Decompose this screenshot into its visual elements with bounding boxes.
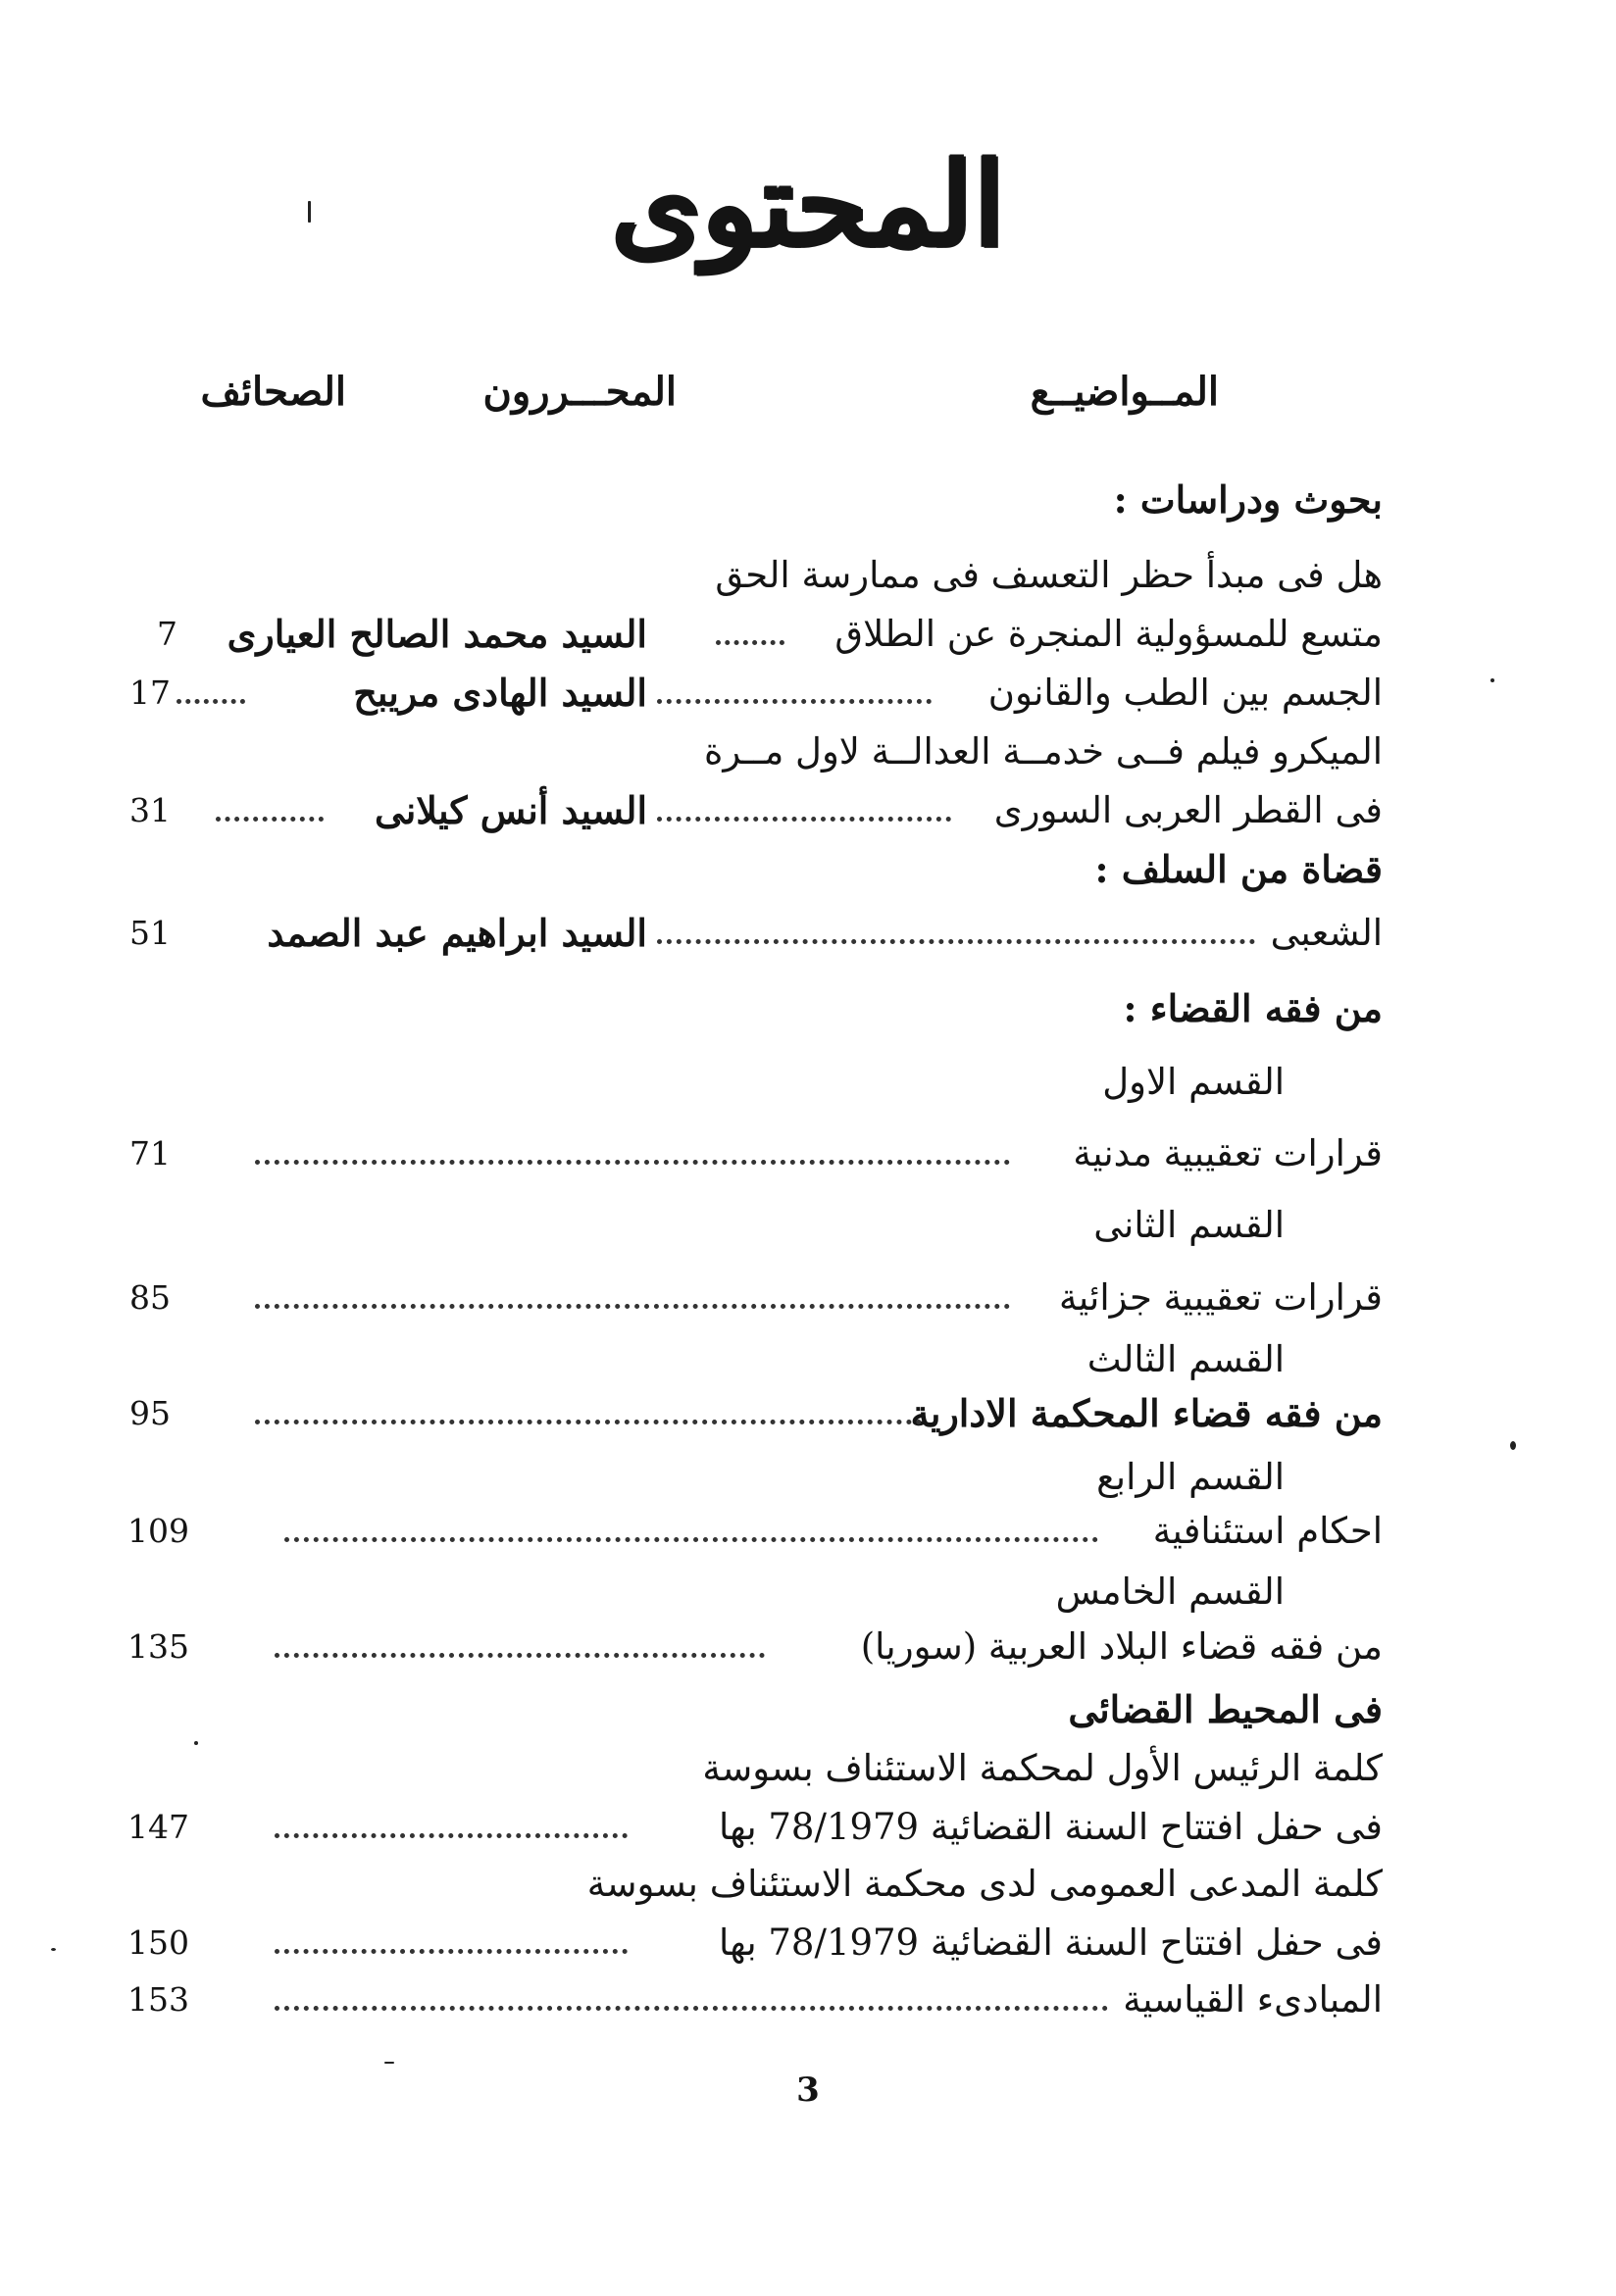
page-folio-number: 3 (796, 2071, 820, 2110)
entry-text: من فقه قضاء المحكمة الادارية (910, 1391, 1383, 1435)
dot-leader (216, 817, 324, 822)
dot-leader (716, 640, 784, 645)
entry-text: كلمة الرئيس الأول لمحكمة الاستئناف بسوسة (702, 1747, 1383, 1789)
scan-speck (1490, 678, 1494, 682)
dot-leader (657, 817, 951, 822)
dot-leader (255, 1304, 1010, 1309)
dot-leader (255, 1160, 1010, 1165)
toc-entry (118, 603, 1383, 666)
entry-text: من فقه القضاء : (1123, 986, 1383, 1030)
column-header-editors: المحـــررون (482, 369, 677, 415)
entry-page-number: 51 (129, 914, 171, 952)
toc-entry (118, 1123, 1383, 1185)
entry-author: السيد ابراهيم عبد الصمد (267, 911, 647, 955)
scan-speck (1510, 1441, 1516, 1450)
entry-page-number: 85 (129, 1278, 171, 1317)
entry-text: القسم الخامس (1055, 1571, 1285, 1613)
toc-entry (118, 1382, 1383, 1445)
toc-subsection (118, 1561, 1383, 1623)
entry-text: الميكرو فيلم فــى خدمــة العدالــة لاول مــرة (704, 730, 1383, 773)
section-heading-research (118, 469, 1383, 531)
entry-text: القسم الاول (1102, 1061, 1285, 1103)
scan-speck (308, 201, 311, 223)
entry-page-number: 153 (127, 1980, 189, 2019)
toc-subsection (118, 1194, 1383, 1257)
scan-speck (194, 1741, 198, 1745)
entry-text: القسم الرابع (1096, 1456, 1285, 1498)
entry-text: كلمة المدعى العمومى لدى محكمة الاستئناف بسوسة (586, 1863, 1383, 1905)
entry-author: السيد الهادى مريبح (353, 671, 647, 715)
entry-text: فى حفل افتتاح السنة القضائية 78/1979 بها (719, 1922, 1383, 1964)
entry-author: السيد محمد الصالح العيارى (227, 612, 647, 656)
entry-page-number: 7 (157, 615, 177, 653)
column-header-pages: الصحائف (200, 369, 346, 415)
column-header-topics: المــواضيــع (1030, 369, 1219, 415)
entry-page-number: 95 (129, 1394, 171, 1432)
toc-entry (118, 1853, 1383, 1916)
dot-leader (657, 699, 932, 704)
toc-entry (118, 662, 1383, 724)
toc-entry (118, 721, 1383, 783)
dot-leader (284, 1537, 1098, 1542)
entry-page-number: 31 (129, 791, 171, 829)
toc-subsection (118, 1051, 1383, 1114)
entry-page-number: 150 (127, 1923, 189, 1962)
entry-text: من فقه قضاء البلاد العربية (سوريا) (860, 1625, 1383, 1668)
section-heading-jurisprudence (118, 977, 1383, 1040)
entry-page-number: 135 (127, 1627, 189, 1666)
entry-text: فى المحيط القضائى (1068, 1687, 1383, 1731)
dot-leader (657, 939, 1255, 944)
entry-page-number: 71 (129, 1134, 171, 1173)
dot-leader (275, 1949, 628, 1954)
entry-author: السيد أنس كيلانى (375, 788, 647, 832)
entry-text: الجسم بين الطب والقانون (987, 672, 1383, 714)
toc-entry (118, 779, 1383, 842)
toc-entry (118, 1969, 1383, 2031)
entry-text: فى القطر العربى السورى (993, 789, 1383, 831)
entry-text: القسم الثانى (1093, 1204, 1285, 1246)
entry-text: المبادىء القياسية (1123, 1978, 1383, 2021)
scan-speck (384, 2062, 394, 2064)
dot-leader (275, 1833, 628, 1838)
entry-text: قضاة من السلف : (1094, 847, 1383, 891)
entry-page-number: 109 (127, 1512, 189, 1550)
dot-leader (275, 2006, 1108, 2011)
entry-text: بحوث ودراسات : (1113, 477, 1383, 522)
entry-page-number: 17 (129, 674, 171, 712)
entry-text: هل فى مبدأ حظر التعسف فى ممارسة الحق (715, 554, 1383, 596)
dot-leader (275, 1653, 765, 1658)
entry-text: القسم الثالث (1086, 1338, 1285, 1380)
entry-text: متسع للمسؤولية المنجرة عن الطلاق (834, 613, 1383, 655)
section-heading-judicial-milieu (118, 1678, 1383, 1741)
dot-leader (255, 1420, 922, 1424)
entry-text: فى حفل افتتاح السنة القضائية 78/1979 بها (719, 1806, 1383, 1848)
page-title: المحتوى (610, 135, 1006, 272)
entry-text: قرارات تعقيبية جزائية (1059, 1276, 1383, 1319)
scan-speck (51, 1948, 56, 1951)
entry-text: قرارات تعقيبية مدنية (1073, 1132, 1383, 1174)
entry-page-number: 147 (127, 1808, 189, 1846)
section-heading-predecessors (118, 838, 1383, 901)
toc-entry (118, 1267, 1383, 1329)
toc-entry (118, 1796, 1383, 1859)
entry-text: الشعبى (1270, 912, 1383, 954)
toc-entry (118, 544, 1383, 607)
entry-text: احكام استئنافية (1152, 1510, 1383, 1552)
toc-entry (118, 1500, 1383, 1563)
toc-entry (118, 1616, 1383, 1678)
toc-entry (118, 902, 1383, 965)
toc-entry (118, 1912, 1383, 1974)
toc-entry (118, 1737, 1383, 1800)
